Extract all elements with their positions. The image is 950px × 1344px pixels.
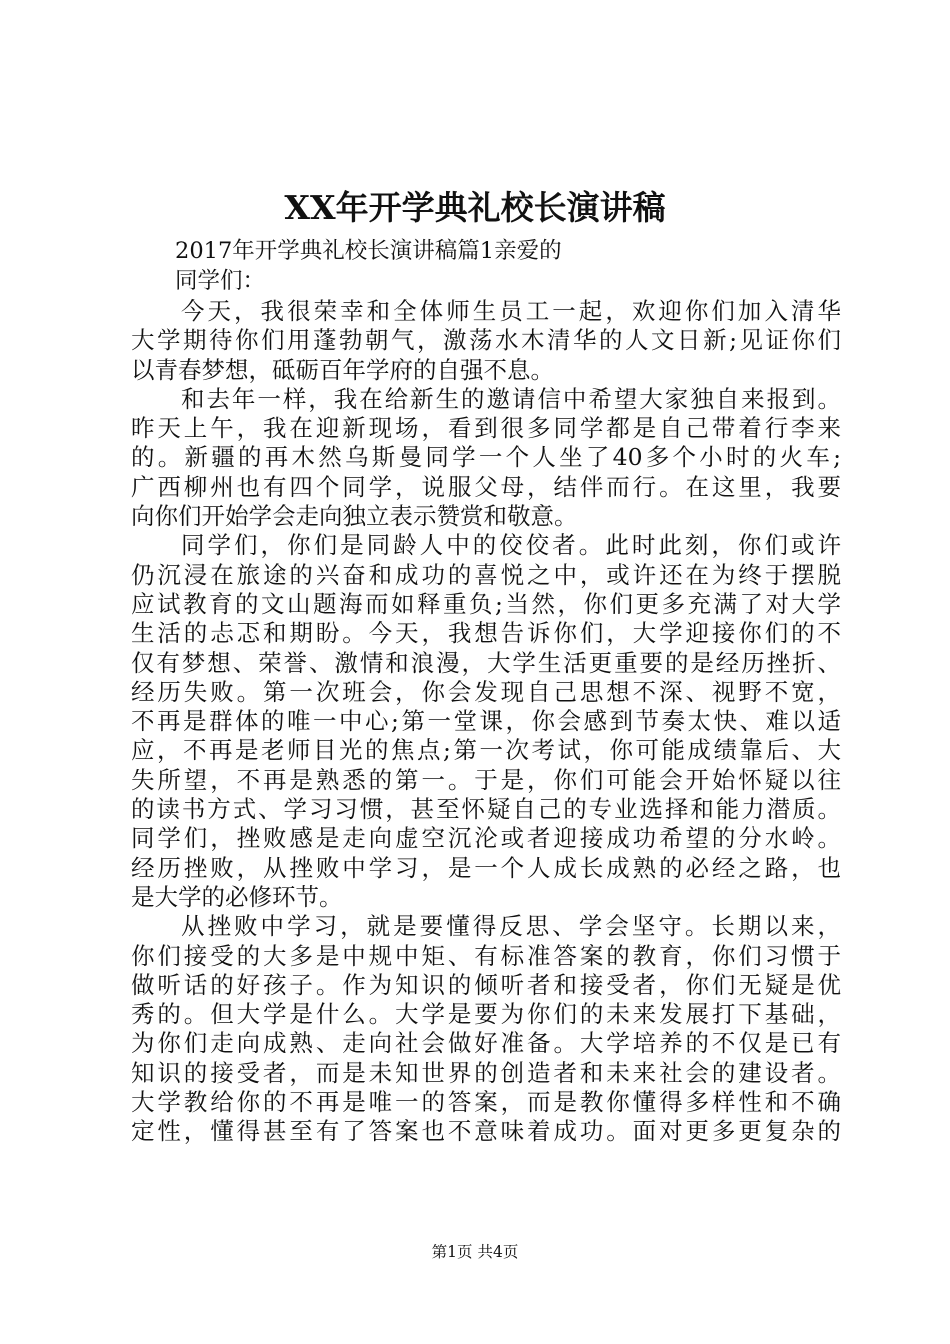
intro-line: 同学们：: [175, 268, 266, 294]
paragraph-line: 失所望，不再是熟悉的第一。于是，你们可能会开始怀疑以往: [131, 765, 841, 794]
paragraph-line: 秀的。但大学是什么。大学是要为你们的未来发展打下基础，: [131, 1000, 841, 1029]
document-title: XX年开学典礼校长演讲稿: [284, 188, 666, 227]
paragraph-line: 从挫败中学习，就是要懂得反思、学会坚守。长期以来，: [181, 912, 841, 941]
paragraph-line: 不再是群体的唯一中心;第一堂课，你会感到节奏太快、难以适: [131, 707, 841, 736]
paragraph-line: 同学们，你们是同龄人中的佼佼者。此时此刻，你们或许: [181, 531, 841, 560]
paragraph-line: 生活的忐忑和期盼。今天，我想告诉你们，大学迎接你们的不: [131, 619, 841, 648]
paragraph-line: 你们接受的大多是中规中矩、有标准答案的教育，你们习惯于: [131, 941, 841, 970]
paragraph-line: 应，不再是老师目光的焦点;第一次考试，你可能成绩靠后、大: [131, 736, 841, 765]
paragraph-line: 的读书方式、学习习惯，甚至怀疑自己的专业选择和能力潜质。: [131, 795, 841, 824]
paragraph-line: 是大学的必修环节。: [131, 882, 343, 911]
paragraph-line: 为你们走向成熟、走向社会做好准备。大学培养的不仅是已有: [131, 1029, 841, 1058]
paragraph-line: 的。新疆的再木然乌斯曼同学一个人坐了40多个小时的火车;: [131, 443, 841, 472]
paragraph-line: 定性，懂得甚至有了答案也不意味着成功。面对更多更复杂的: [131, 1117, 841, 1146]
paragraph-line: 和去年一样，我在给新生的邀请信中希望大家独自来报到。: [181, 384, 841, 413]
paragraph-line: 今天，我很荣幸和全体师生员工一起，欢迎你们加入清华: [181, 297, 841, 325]
intro-line: 2017年开学典礼校长演讲稿篇1亲爱的: [175, 238, 562, 264]
paragraph-line: 仍沉浸在旅途的兴奋和成功的喜悦之中，或许还在为终于摆脱: [131, 560, 841, 589]
paragraph-line: 应试教育的文山题海而如释重负;当然，你们更多充满了对大学: [131, 589, 841, 618]
intro-block: [175, 236, 655, 296]
paragraph-line: 同学们，挫败感是走向虚空沉沦或者迎接成功希望的分水岭。: [131, 824, 841, 853]
paragraph-line: 仅有梦想、荣誉、激情和浪漫，大学生活更重要的是经历挫折、: [131, 648, 841, 677]
paragraph-line: 昨天上午，我在迎新现场，看到很多同学都是自己带着行李来: [131, 414, 841, 443]
paragraph-line: 以青春梦想，砥砺百年学府的自强不息。: [131, 355, 554, 384]
paragraph-line: 做听话的好孩子。作为知识的倾听者和接受者，你们无疑是优: [131, 970, 841, 999]
paragraph-line: 经历失败。第一次班会，你会发现自己思想不深、视野不宽，: [131, 677, 841, 706]
paragraph-line: 经历挫败，从挫败中学习，是一个人成长成熟的必经之路，也: [131, 853, 841, 882]
paragraph-line: 大学期待你们用蓬勃朝气，激荡水木清华的人文日新;见证你们: [131, 326, 841, 355]
page-footer: 第1页 共4页: [431, 1243, 519, 1261]
paragraph-line: 知识的接受者，而是未知世界的创造者和未来社会的建设者。: [131, 1058, 841, 1087]
paragraph-line: 大学教给你的不再是唯一的答案，而是教你懂得多样性和不确: [131, 1088, 841, 1117]
body-text: [131, 297, 841, 1147]
paragraph-line: 向你们开始学会走向独立表示赞赏和敬意。: [131, 502, 578, 531]
paragraph-line: 广西柳州也有四个同学，说服父母，结伴而行。在这里，我要: [131, 472, 841, 501]
